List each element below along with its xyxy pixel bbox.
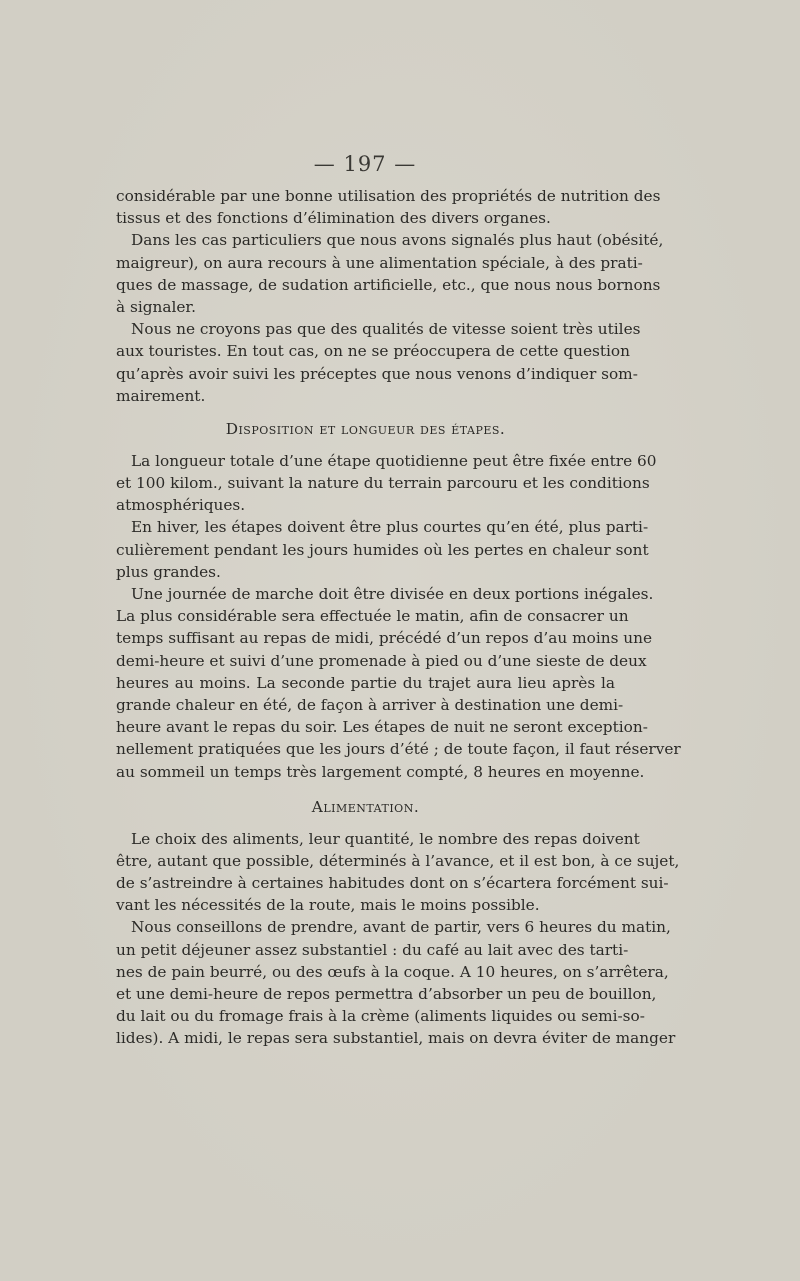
text-line: atmosphériques. <box>116 496 246 515</box>
text-line: être, autant que possible, déterminés à l’avance, et il est bon, à ce sujet, <box>116 851 680 870</box>
text-line: maigreur), on aura recours à une alimentation spéciale, à des prati- <box>116 253 643 272</box>
paragraph <box>116 185 661 229</box>
text-line: Nous conseillons de prendre, avant de partir, vers 6 heures du matin, <box>131 918 671 937</box>
paragraph <box>116 318 641 407</box>
paragraph <box>116 916 676 1049</box>
text-line: La longueur totale d’une étape quotidienne peut être fixée entre 60 <box>131 451 657 470</box>
page-number: — 197 — <box>313 152 417 176</box>
paragraph <box>116 828 680 917</box>
paragraph <box>116 516 649 583</box>
section-heading: Alimentation. <box>311 797 420 816</box>
text-line: heure avant le repas du soir. Les étapes de nuit ne seront exception- <box>116 718 648 737</box>
text-line: ques de massage, de sudation artificielle, etc., que nous nous bornons <box>116 275 661 294</box>
text-line: La plus considérable sera effectuée le matin, afin de consacrer un <box>116 607 629 626</box>
text-line: tissus et des fonctions d’élimination des divers organes. <box>116 209 551 228</box>
text-line: nes de pain beurré, ou des œufs à la coque. A 10 heures, on s’arrêtera, <box>116 962 669 981</box>
text-line: lides). A midi, le repas sera substantiel, mais on devra éviter de manger <box>116 1029 676 1048</box>
text-line: Une journée de marche doit être divisée en deux portions inégales. <box>131 585 654 603</box>
text-line: qu’après avoir suivi les préceptes que nous venons d’indiquer som- <box>116 364 638 383</box>
text-line: mairement. <box>116 386 206 405</box>
text-line: culièrement pendant les jours humides où les pertes en chaleur sont <box>116 540 649 559</box>
paragraph <box>116 229 664 318</box>
text-line: temps suffisant au repas de midi, précédé d’un repos d’au moins une <box>116 629 653 648</box>
text-line: considérable par une bonne utilisation des propriétés de nutrition des <box>116 187 661 205</box>
text-line: un petit déjeuner assez substantiel : du café au lait avec des tarti- <box>116 940 629 959</box>
section-heading: Disposition et longueur des étapes. <box>225 419 506 438</box>
text-line: demi-heure et suivi d’une promenade à pied ou d’une sieste de deux <box>116 651 647 670</box>
text-line: aux touristes. En tout cas, on ne se préoccupera de cette question <box>116 342 630 361</box>
text-line: Nous ne croyons pas que des qualités de vitesse soient très utiles <box>131 320 641 339</box>
text-line: heures au moins. La seconde partie du trajet aura lieu après la <box>116 673 615 692</box>
text-line: nellement pratiquées que les jours d’été ; de toute façon, il faut réserver <box>116 740 681 759</box>
text-line: En hiver, les étapes doivent être plus courtes qu’en été, plus parti- <box>131 518 649 537</box>
text-line: plus grandes. <box>116 562 221 581</box>
text-line: du lait ou du fromage frais à la crème (aliments liquides ou semi-so- <box>116 1007 645 1026</box>
paragraph <box>116 450 657 517</box>
paragraph <box>116 583 681 783</box>
text-line: vant les nécessités de la route, mais le moins possible. <box>116 896 540 915</box>
text-line: et 100 kilom., suivant la nature du terrain parcouru et les conditions <box>116 474 650 493</box>
body-text <box>116 185 681 1050</box>
text-line: au sommeil un temps très largement compté, 8 heures en moyenne. <box>116 762 645 781</box>
text-line: à signaler. <box>116 297 196 316</box>
text-line: grande chaleur en été, de façon à arriver à destination une demi- <box>116 695 624 714</box>
text-line: Le choix des aliments, leur quantité, le nombre des repas doivent <box>131 829 640 848</box>
text-line: de s’astreindre à certaines habitudes dont on s’écartera forcément sui- <box>116 874 669 893</box>
text-line: Dans les cas particuliers que nous avons signalés plus haut (obésité, <box>131 231 664 250</box>
text-line: et une demi-heure de repos permettra d’absorber un peu de bouillon, <box>116 985 657 1003</box>
